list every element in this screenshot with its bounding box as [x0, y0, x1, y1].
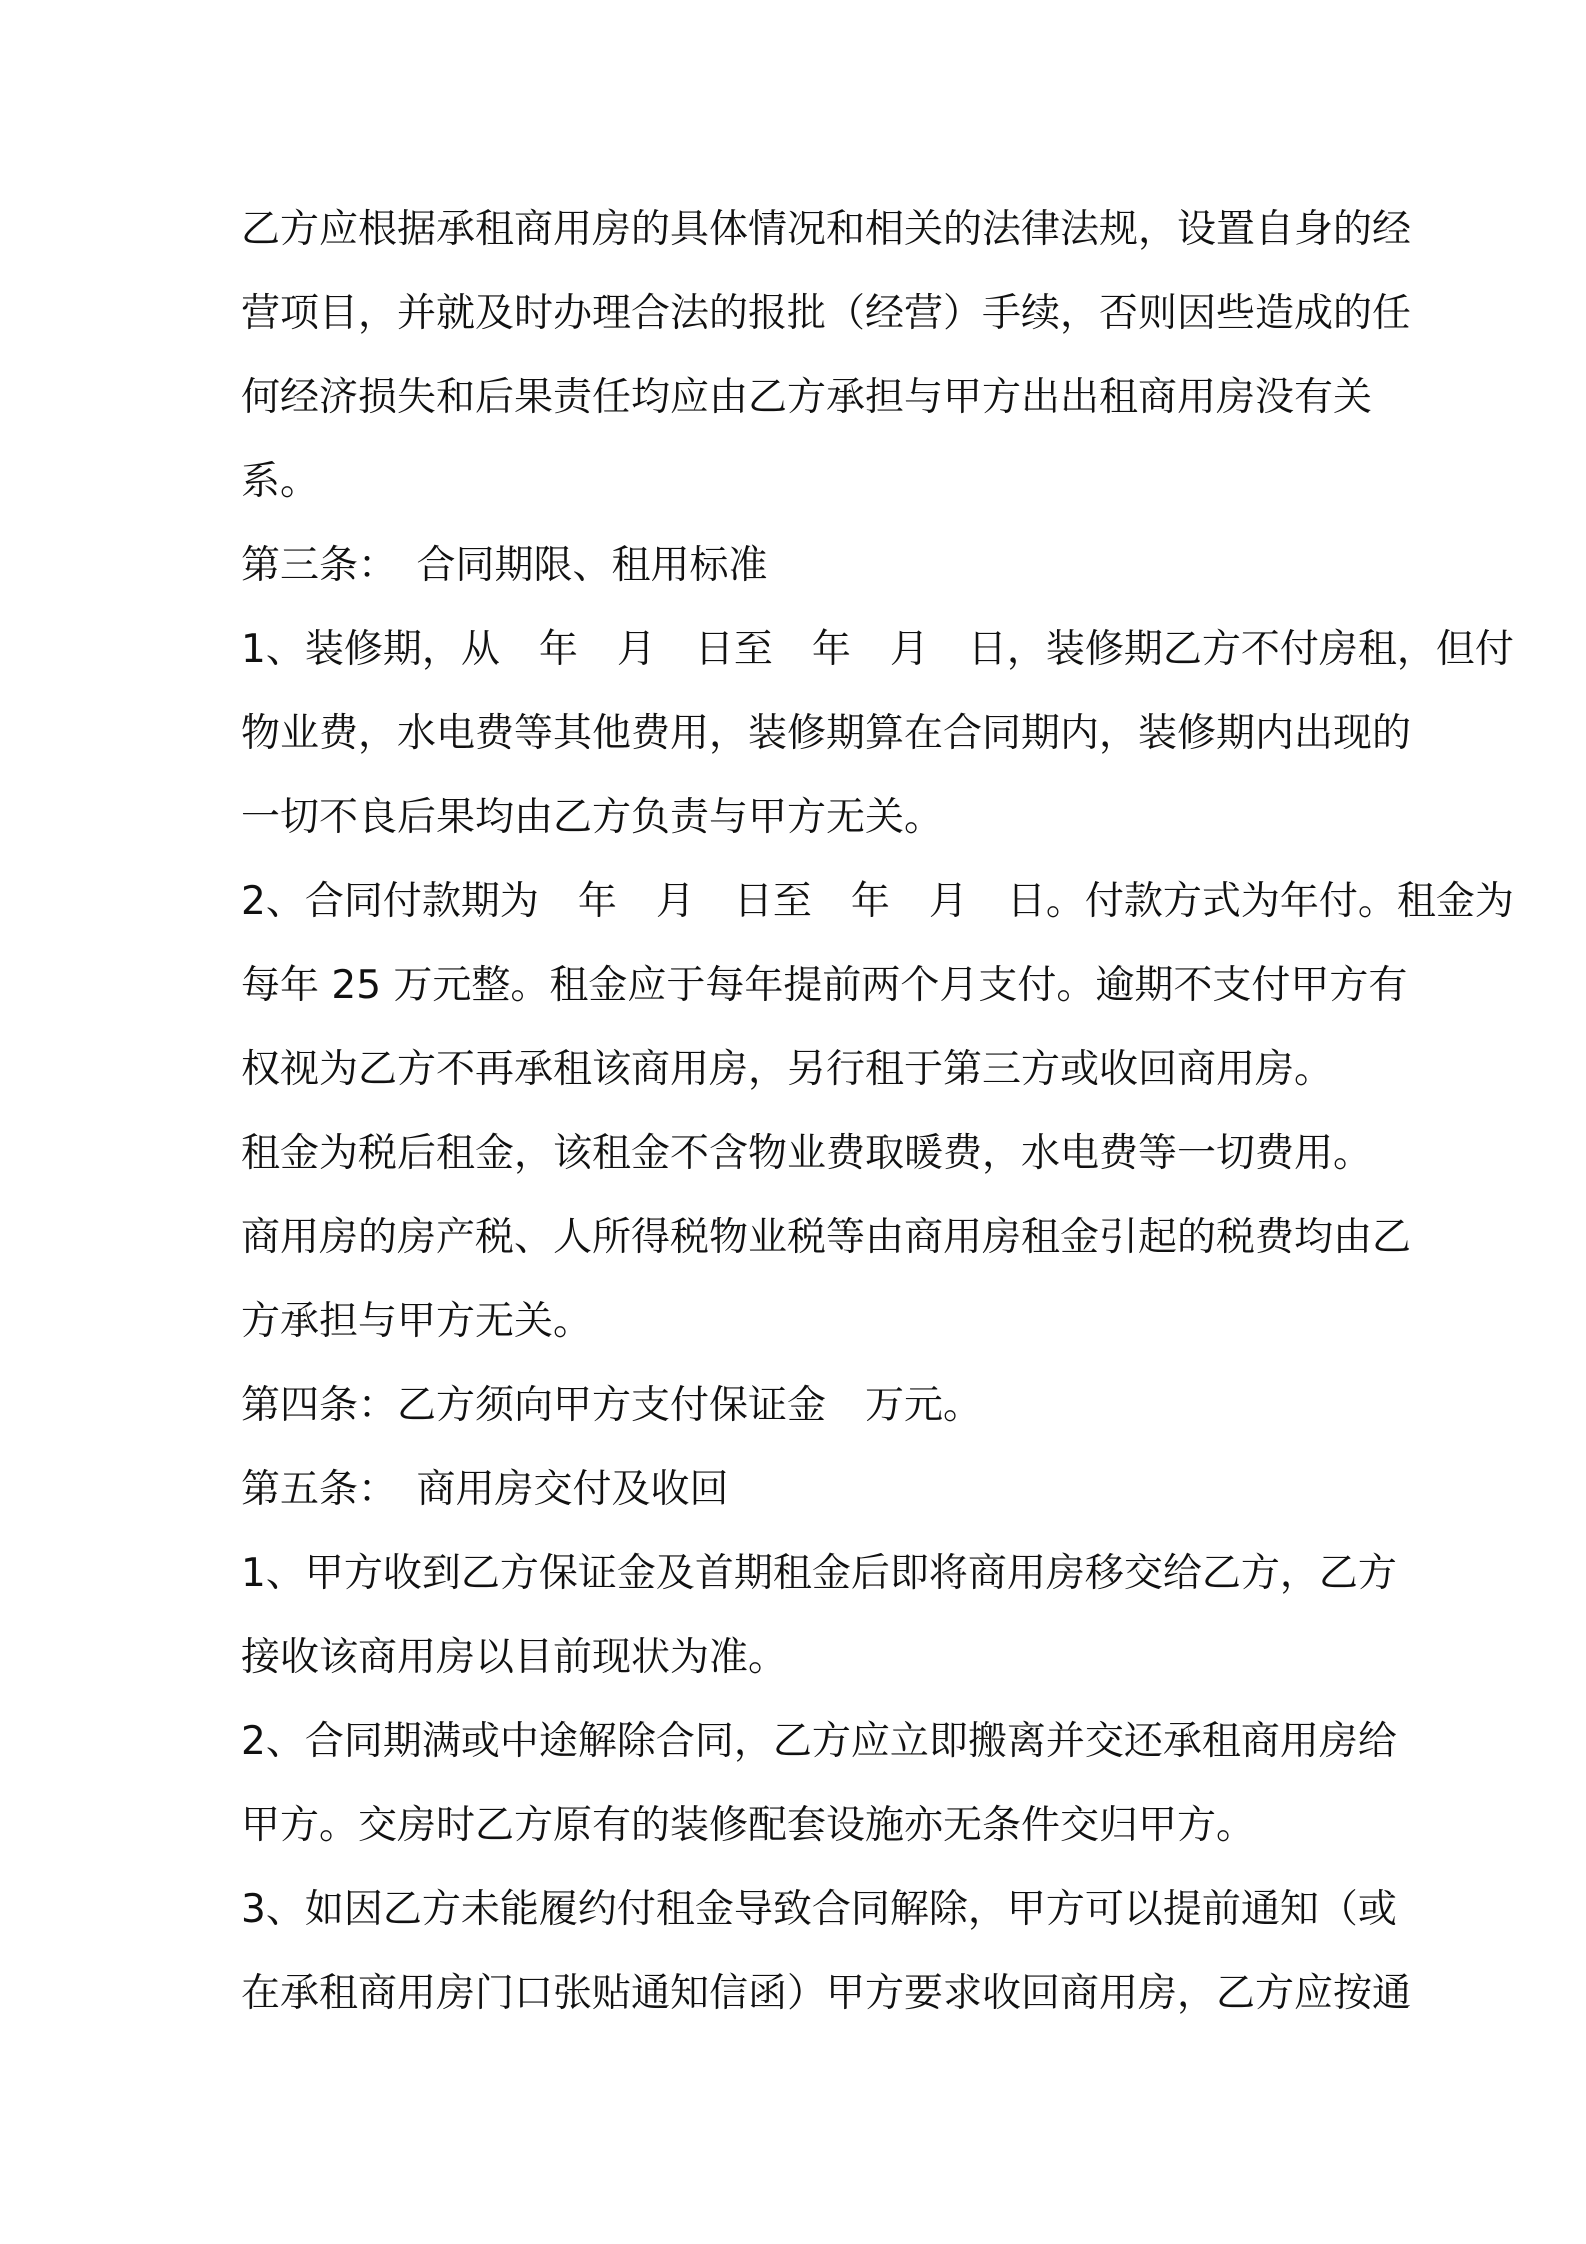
paragraph-line: 商用房的房产税、人所得税物业税等由商用房租金引起的税费均由乙 — [241, 1215, 1412, 1260]
paragraph-line: 1、装修期，从 年 月 日至 年 月 日，装修期乙方不付房租，但付 — [241, 627, 1514, 672]
paragraph-line: 2、合同付款期为 年 月 日至 年 月 日。付款方式为年付。租金为 — [241, 879, 1514, 924]
paragraph-line: 每年 25 万元整。租金应于每年提前两个月支付。逾期不支付甲方有 — [241, 963, 1408, 1008]
paragraph-line: 营项目，并就及时办理合法的报批（经营）手续，否则因些造成的任 — [241, 291, 1412, 336]
paragraph-line: 何经济损失和后果责任均应由乙方承担与甲方出出租商用房没有关 — [241, 375, 1373, 420]
paragraph-line: 方承担与甲方无关。 — [241, 1299, 593, 1344]
paragraph-line: 系。 — [241, 459, 320, 504]
paragraph-line: 2、合同期满或中途解除合同，乙方应立即搬离并交还承租商用房给 — [241, 1719, 1397, 1764]
paragraph-line: 接收该商用房以目前现状为准。 — [241, 1635, 788, 1680]
paragraph-line: 一切不良后果均由乙方负责与甲方无关。 — [241, 795, 944, 840]
article-heading: 第四条：乙方须向甲方支付保证金 万元。 — [241, 1383, 983, 1428]
paragraph-line: 物业费，水电费等其他费用，装修期算在合同期内，装修期内出现的 — [241, 711, 1412, 756]
paragraph-line: 在承租商用房门口张贴通知信函）甲方要求收回商用房，乙方应按通 — [241, 1971, 1412, 2016]
article-heading: 第五条： 商用房交付及收回 — [241, 1467, 729, 1512]
paragraph-line: 权视为乙方不再承租该商用房，另行租于第三方或收回商用房。 — [241, 1047, 1334, 1092]
paragraph-line: 租金为税后租金，该租金不含物业费取暖费，水电费等一切费用。 — [241, 1131, 1373, 1176]
paragraph-line: 甲方。交房时乙方原有的装修配套设施亦无条件交归甲方。 — [241, 1803, 1256, 1848]
paragraph-line: 乙方应根据承租商用房的具体情况和相关的法律法规，设置自身的经 — [241, 207, 1412, 252]
paragraph-line: 1、甲方收到乙方保证金及首期租金后即将商用房移交给乙方，乙方 — [241, 1551, 1397, 1596]
article-heading: 第三条： 合同期限、租用标准 — [241, 543, 768, 588]
paragraph-line: 3、如因乙方未能履约付租金导致合同解除，甲方可以提前通知（或 — [241, 1887, 1397, 1932]
